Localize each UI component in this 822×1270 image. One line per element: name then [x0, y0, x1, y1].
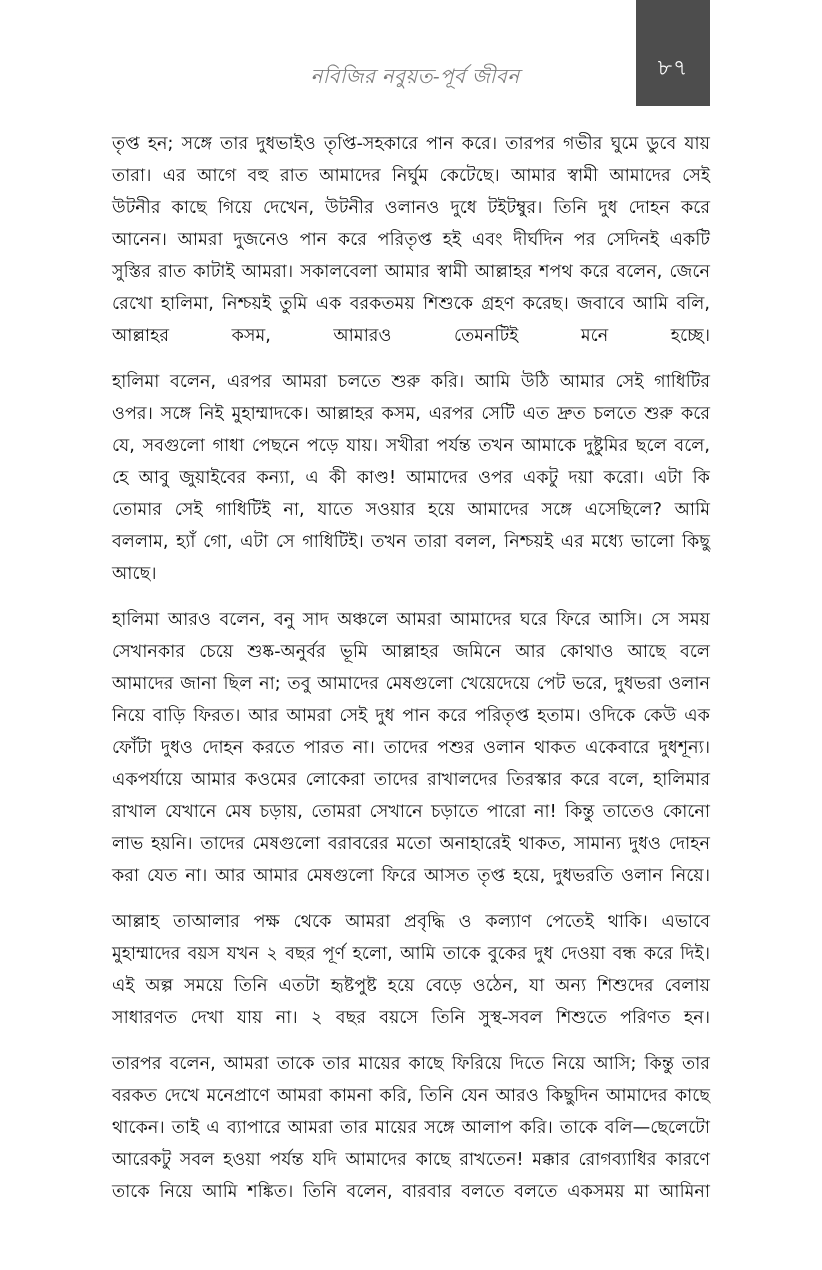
paragraph-2: হালিমা বলেন, এরপর আমরা চলতে শুরু করি। আমি উঠি আমার সেই গাধিটির ওপর। সঙ্গে নিই মুহাম্মাদকে। আল্লাহর কসম, এরপর সেটি এত দ্রুত চলতে শুরু করে যে, সবগুলো গাধা পেছনে পড়ে যায়। সখীরা পর্যন্ত তখন আমাকে দুষ্টুমির ছলে বলে, হে আবু জুয়াইবের কন্যা, এ কী কাণ্ড! আমাদের ওপর একটু দয়া করো। এটা কি তোমার সেই গাধিটিই না, যাতে সওয়ার হয়ে আমাদের সঙ্গে এসেছিলে? আমি বললাম, হ্যাঁ গো, এটা সে গাধিটিই। তখন তারা বলল, নিশ্চয়ই এর মধ্যে ভালো কিছু আছে। — [112, 372, 710, 584]
page-number-tab — [636, 0, 710, 106]
paragraph-4: আল্লাহ তাআলার পক্ষ থেকে আমরা প্রবৃদ্ধি ও কল্যাণ পেতেই থাকি। এভাবে মুহাম্মাদের বয়স যখন ২ বছর পূর্ণ হলো, আমি তাকে বুকের দুধ দেওয়া বন্ধ করে দিই। এই অল্প সময়ে তিনি এতটা হৃষ্টপুষ্ট হয়ে বেড়ে ওঠেন, যা অন্য শিশুদের বেলায় সাধারণত দেখা যায় না। ২ বছর বয়সে তিনি সুস্থ-সবল শিশুতে পরিণত হন। — [112, 912, 710, 1028]
paragraph-3: হালিমা আরও বলেন, বনু সাদ অঞ্চলে আমরা আমাদের ঘরে ফিরে আসি। সে সময় সেখানকার চেয়ে শুষ্ক-অনুর্বর ভূমি আল্লাহর জমিনে আর কোথাও আছে বলে আমাদের জানা ছিল না; তবু আমাদের মেষগুলো খেয়েদেয়ে পেট ভরে, দুধভরা ওলান নিয়ে বাড়ি ফিরত। আর আমরা সেই দুধ পান করে পরিতৃপ্ত হতাম। ওদিকে কেউ এক ফোঁটা দুধও দোহন করতে পারত না। তাদের পশুর ওলান থাকত একেবারে দুধশূন্য। একপর্যায়ে আমার কওমের লোকেরা তাদের রাখালদের তিরস্কার করে বলে, হালিমার রাখাল যেখানে মেষ চড়ায়, তোমরা সেখানে চড়াতে পারো না! কিন্তু তাতেও কোনো লাভ হয়নি। তাদের মেষগুলো বরাবরের মতো অনাহারেই থাকত, সামান্য দুধও দোহন করা যেত না। আর আমার মেষগুলো ফিরে আসত তৃপ্ত হয়ে, দুধভরতি ওলান নিয়ে। — [112, 610, 710, 886]
paragraph-5: তারপর বলেন, আমরা তাকে তার মায়ের কাছে ফিরিয়ে দিতে নিয়ে আসি; কিন্তু তার বরকত দেখে মনেপ্রাণে আমরা কামনা করি, তিনি যেন আরও কিছুদিন আমাদের কাছে থাকেন। তাই এ ব্যাপারে আমরা তার মায়ের সঙ্গে আলাপ করি। তাকে বলি—ছেলেটো আরেকটু সবল হওয়া পর্যন্ত যদি আমাদের কাছে রাখতেন! মক্কার রোগব্যাধির কারণে তাকে নিয়ে আমি শঙ্কিত। তিনি বলেন, বারবার বলতে বলতে একসময় মা আমিনা — [112, 1054, 710, 1202]
running-title: নবিজির নবুয়ত-পূর্ব জীবন — [310, 64, 520, 88]
page-number: ৮৭ — [657, 56, 689, 81]
paragraph-1: তৃপ্ত হন; সঙ্গে তার দুধভাইও তৃপ্তি-সহকারে পান করে। তারপর গভীর ঘুমে ডুবে যায় তারা। এর আগে বহু রাত আমাদের নির্ঘুম কেটেছে। আমার স্বামী আমাদের সেই উটনীর কাছে গিয়ে দেখেন, উটনীর ওলানও দুধে টইটম্বুর। তিনি দুধ দোহন করে আনেন। আমরা দুজনেও পান করে পরিতৃপ্ত হই এবং দীর্ঘদিন পর সেদিনই একটি সুস্তির রাত কাটাই আমরা। সকালবেলা আমার স্বামী আল্লাহর শপথ করে বলেন, জেনে রেখো হালিমা, নিশ্চয়ই তুমি এক বরকতময় শিশুকে গ্রহণ করেছ। জবাবে আমি বলি, আল্লাহর কসম, আমারও তেমনটিই মনে হচ্ছে। — [112, 134, 710, 346]
body-text — [112, 128, 710, 1222]
